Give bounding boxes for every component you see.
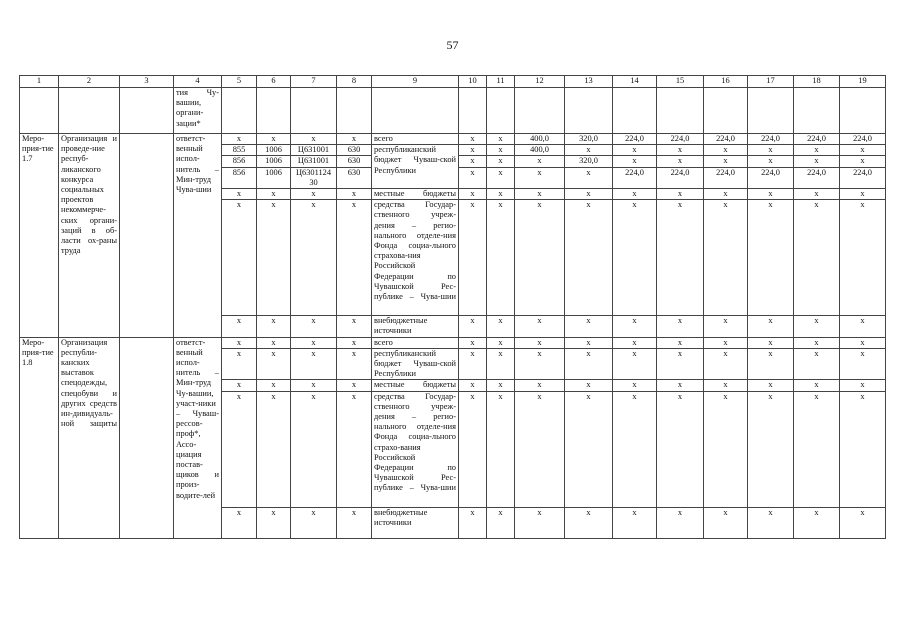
header-cell: 17 bbox=[748, 76, 794, 88]
value-cell: х bbox=[613, 380, 657, 391]
header-cell: 9 bbox=[372, 76, 459, 88]
continuation-row bbox=[20, 88, 886, 134]
value-cell: х bbox=[487, 156, 515, 167]
budget-table bbox=[19, 75, 886, 539]
value-cell: х bbox=[459, 189, 487, 200]
measure-executor: ответст-венный испол-нитель – Мин-труд Чува-шии bbox=[174, 134, 222, 338]
value-cell: х bbox=[487, 134, 515, 145]
budget-code-cell: х bbox=[291, 348, 337, 380]
value-cell: 320,0 bbox=[565, 156, 613, 167]
value-cell: х bbox=[748, 337, 794, 348]
value-cell: х bbox=[840, 145, 886, 156]
budget-code-cell: 855 bbox=[222, 145, 257, 156]
value-cell: х bbox=[487, 348, 515, 380]
empty-cell bbox=[257, 88, 291, 134]
budget-code-cell: х bbox=[291, 200, 337, 316]
value-cell: х bbox=[565, 167, 613, 188]
budget-code-cell: х bbox=[257, 380, 291, 391]
value-cell: 224,0 bbox=[794, 167, 840, 188]
value-cell: х bbox=[459, 167, 487, 188]
header-row bbox=[20, 76, 886, 88]
measure-title: Меро-прия-тие 1.8 bbox=[20, 337, 59, 538]
value-cell: х bbox=[565, 200, 613, 316]
funding-source: средства Государ-ственного учреж-дения – регио-нального отделе-ния Фонда социа-льного страхова-ния Российской Федерации по Чувашской Рес-публике – Чува-шии bbox=[372, 200, 459, 316]
value-cell: х bbox=[459, 380, 487, 391]
header-cell: 6 bbox=[257, 76, 291, 88]
value-cell: х bbox=[515, 391, 565, 507]
value-cell: х bbox=[565, 337, 613, 348]
empty-cell bbox=[59, 88, 120, 134]
budget-code-cell: х bbox=[291, 337, 337, 348]
value-cell: х bbox=[794, 156, 840, 167]
funding-source: всего bbox=[372, 134, 459, 145]
empty-cell bbox=[515, 88, 565, 134]
empty-cell bbox=[613, 88, 657, 134]
value-cell: х bbox=[487, 145, 515, 156]
value-cell: х bbox=[840, 348, 886, 380]
budget-code-cell: х bbox=[337, 337, 372, 348]
budget-code-cell: 630 bbox=[337, 145, 372, 156]
value-cell: х bbox=[704, 145, 748, 156]
header-cell: 2 bbox=[59, 76, 120, 88]
value-cell: х bbox=[613, 200, 657, 316]
value-cell: х bbox=[565, 507, 613, 538]
value-cell: х bbox=[657, 380, 704, 391]
value-cell: х bbox=[748, 348, 794, 380]
header-cell: 13 bbox=[565, 76, 613, 88]
header-cell: 18 bbox=[794, 76, 840, 88]
value-cell: х bbox=[794, 337, 840, 348]
value-cell: х bbox=[459, 145, 487, 156]
value-cell: х bbox=[704, 200, 748, 316]
value-cell: х bbox=[613, 316, 657, 337]
header-cell: 19 bbox=[840, 76, 886, 88]
value-cell: х bbox=[657, 391, 704, 507]
value-cell: х bbox=[487, 507, 515, 538]
empty-cell bbox=[20, 88, 59, 134]
value-cell: х bbox=[794, 348, 840, 380]
budget-code-cell: х bbox=[337, 316, 372, 337]
value-cell: х bbox=[794, 316, 840, 337]
header-cell: 16 bbox=[704, 76, 748, 88]
budget-code-cell: х bbox=[291, 391, 337, 507]
empty-cell bbox=[459, 88, 487, 134]
budget-code-cell: х bbox=[222, 134, 257, 145]
value-cell: х bbox=[515, 316, 565, 337]
budget-code-cell: Ц6301124 30 bbox=[291, 167, 337, 188]
empty-cell bbox=[337, 88, 372, 134]
executor-continuation: тия Чу-вашии, органи-зации* bbox=[174, 88, 222, 134]
value-cell: х bbox=[613, 145, 657, 156]
value-cell: х bbox=[794, 200, 840, 316]
header-cell: 10 bbox=[459, 76, 487, 88]
value-cell: х bbox=[840, 189, 886, 200]
value-cell: 224,0 bbox=[657, 134, 704, 145]
header-cell: 5 bbox=[222, 76, 257, 88]
measure-name: Организация республи-канских выставок спецодежды, спецобуви и других средств ин-дивидуаль-ной защиты bbox=[59, 337, 120, 538]
budget-code-cell: х bbox=[337, 134, 372, 145]
header-cell: 1 bbox=[20, 76, 59, 88]
empty-cell bbox=[840, 88, 886, 134]
value-cell: х bbox=[613, 337, 657, 348]
budget-code-cell: х bbox=[222, 380, 257, 391]
header-cell: 15 bbox=[657, 76, 704, 88]
empty-cell bbox=[657, 88, 704, 134]
value-cell: х bbox=[515, 156, 565, 167]
value-cell: 224,0 bbox=[840, 167, 886, 188]
value-cell: х bbox=[487, 189, 515, 200]
header-cell: 7 bbox=[291, 76, 337, 88]
value-cell: х bbox=[657, 316, 704, 337]
value-cell: 320,0 bbox=[565, 134, 613, 145]
empty-cell bbox=[794, 88, 840, 134]
value-cell: 400,0 bbox=[515, 134, 565, 145]
budget-code-cell: х bbox=[337, 189, 372, 200]
value-cell: х bbox=[840, 380, 886, 391]
value-cell: х bbox=[613, 507, 657, 538]
value-cell: х bbox=[840, 337, 886, 348]
value-cell: х bbox=[565, 380, 613, 391]
budget-code-cell: х bbox=[291, 134, 337, 145]
budget-code-cell: х bbox=[257, 507, 291, 538]
value-cell: х bbox=[515, 337, 565, 348]
value-cell: х bbox=[657, 507, 704, 538]
budget-code-cell: х bbox=[291, 316, 337, 337]
value-cell: х bbox=[748, 200, 794, 316]
funding-source: всего bbox=[372, 337, 459, 348]
value-cell: х bbox=[748, 316, 794, 337]
value-cell: х bbox=[459, 316, 487, 337]
value-cell: х bbox=[565, 348, 613, 380]
value-cell: х bbox=[840, 156, 886, 167]
value-cell: 224,0 bbox=[840, 134, 886, 145]
header-cell: 8 bbox=[337, 76, 372, 88]
value-cell: х bbox=[613, 189, 657, 200]
value-cell: х bbox=[657, 145, 704, 156]
value-cell: х bbox=[657, 189, 704, 200]
budget-code-cell: Ц631001 bbox=[291, 156, 337, 167]
budget-code-cell: 630 bbox=[337, 167, 372, 188]
value-cell: х bbox=[459, 348, 487, 380]
measure-title: Меро-прия-тие 1.7 bbox=[20, 134, 59, 338]
value-cell: 224,0 bbox=[748, 167, 794, 188]
value-cell: х bbox=[840, 316, 886, 337]
value-cell: х bbox=[565, 316, 613, 337]
budget-code-cell: 856 bbox=[222, 156, 257, 167]
value-cell: х bbox=[748, 189, 794, 200]
value-cell: х bbox=[704, 507, 748, 538]
value-cell: х bbox=[748, 145, 794, 156]
value-cell: х bbox=[487, 316, 515, 337]
value-cell: х bbox=[657, 200, 704, 316]
header-cell: 4 bbox=[174, 76, 222, 88]
value-cell: 224,0 bbox=[613, 134, 657, 145]
value-cell: х bbox=[487, 167, 515, 188]
measure-name: Организация и проведе-ние респуб-ликанского конкурса социальных проектов некоммерче-ских органи-заций в об-ласти ох-раны труда bbox=[59, 134, 120, 338]
value-cell: х bbox=[748, 156, 794, 167]
value-cell: х bbox=[515, 507, 565, 538]
empty-cell bbox=[222, 88, 257, 134]
value-cell: х bbox=[487, 200, 515, 316]
budget-code-cell: х bbox=[337, 391, 372, 507]
budget-code-cell: х bbox=[222, 200, 257, 316]
table-row bbox=[20, 134, 886, 145]
budget-code-cell: х bbox=[337, 380, 372, 391]
budget-code-cell: 1006 bbox=[257, 145, 291, 156]
value-cell: х bbox=[704, 189, 748, 200]
value-cell: х bbox=[657, 156, 704, 167]
budget-code-cell: х bbox=[222, 348, 257, 380]
header-cell: 11 bbox=[487, 76, 515, 88]
value-cell: х bbox=[794, 391, 840, 507]
funding-source: внебюджетные источники bbox=[372, 316, 459, 337]
empty-cell bbox=[120, 134, 174, 338]
value-cell: х bbox=[704, 316, 748, 337]
value-cell: х bbox=[748, 380, 794, 391]
empty-cell bbox=[120, 88, 174, 134]
budget-code-cell: Ц631001 bbox=[291, 145, 337, 156]
value-cell: х bbox=[794, 380, 840, 391]
budget-code-cell: 856 bbox=[222, 167, 257, 188]
budget-code-cell: х bbox=[257, 316, 291, 337]
value-cell: х bbox=[459, 391, 487, 507]
value-cell: 224,0 bbox=[748, 134, 794, 145]
value-cell: 224,0 bbox=[613, 167, 657, 188]
empty-cell bbox=[120, 337, 174, 538]
empty-cell bbox=[372, 88, 459, 134]
header-cell: 12 bbox=[515, 76, 565, 88]
budget-code-cell: х bbox=[337, 507, 372, 538]
empty-cell bbox=[748, 88, 794, 134]
value-cell: х bbox=[487, 391, 515, 507]
budget-code-cell: х bbox=[337, 348, 372, 380]
table-row bbox=[20, 337, 886, 348]
value-cell: х bbox=[459, 156, 487, 167]
value-cell: х bbox=[459, 200, 487, 316]
empty-cell bbox=[565, 88, 613, 134]
value-cell: х bbox=[748, 391, 794, 507]
budget-code-cell: 630 bbox=[337, 156, 372, 167]
value-cell: х bbox=[613, 391, 657, 507]
value-cell: х bbox=[515, 380, 565, 391]
value-cell: х bbox=[704, 391, 748, 507]
value-cell: х bbox=[565, 189, 613, 200]
funding-source: местные бюджеты bbox=[372, 380, 459, 391]
empty-cell bbox=[291, 88, 337, 134]
budget-code-cell: х bbox=[291, 189, 337, 200]
value-cell: 224,0 bbox=[657, 167, 704, 188]
budget-code-cell: х bbox=[257, 348, 291, 380]
value-cell: 400,0 bbox=[515, 145, 565, 156]
budget-code-cell: 1006 bbox=[257, 156, 291, 167]
header-cell: 14 bbox=[613, 76, 657, 88]
funding-source: республиканский бюджет Чуваш-ской Республики bbox=[372, 348, 459, 380]
funding-source: республиканский бюджет Чуваш-ской Республики bbox=[372, 145, 459, 189]
budget-code-cell: х bbox=[222, 507, 257, 538]
budget-code-cell: х bbox=[222, 189, 257, 200]
page-number: 57 bbox=[446, 38, 459, 52]
value-cell: х bbox=[487, 380, 515, 391]
budget-code-cell: х bbox=[222, 337, 257, 348]
budget-code-cell: х bbox=[222, 391, 257, 507]
empty-cell bbox=[704, 88, 748, 134]
value-cell: х bbox=[657, 337, 704, 348]
budget-code-cell: х bbox=[257, 189, 291, 200]
value-cell: х bbox=[840, 391, 886, 507]
budget-code-cell: х bbox=[257, 134, 291, 145]
value-cell: х bbox=[613, 156, 657, 167]
value-cell: х bbox=[794, 507, 840, 538]
empty-cell bbox=[487, 88, 515, 134]
value-cell: х bbox=[613, 348, 657, 380]
funding-source: местные бюджеты bbox=[372, 189, 459, 200]
value-cell: х bbox=[840, 507, 886, 538]
value-cell: х bbox=[459, 507, 487, 538]
budget-code-cell: х bbox=[257, 200, 291, 316]
budget-code-cell: х bbox=[337, 200, 372, 316]
value-cell: х bbox=[515, 189, 565, 200]
value-cell: х bbox=[487, 337, 515, 348]
value-cell: х bbox=[794, 189, 840, 200]
value-cell: х bbox=[459, 134, 487, 145]
value-cell: 224,0 bbox=[704, 167, 748, 188]
value-cell: х bbox=[704, 380, 748, 391]
funding-source: средства Государ-ственного учреж-дения – регио-нального отделе-ния Фонда социа-льного страхо-вания Российской Федерации по Чувашской Рес-публике – Чува-шии bbox=[372, 391, 459, 507]
value-cell: х bbox=[840, 200, 886, 316]
budget-code-cell: х bbox=[257, 391, 291, 507]
value-cell: х bbox=[704, 337, 748, 348]
value-cell: х bbox=[459, 337, 487, 348]
value-cell: х bbox=[515, 348, 565, 380]
value-cell: х bbox=[515, 167, 565, 188]
value-cell: 224,0 bbox=[704, 134, 748, 145]
value-cell: х bbox=[515, 200, 565, 316]
budget-code-cell: х bbox=[257, 337, 291, 348]
funding-source: внебюджетные источники bbox=[372, 507, 459, 538]
value-cell: х bbox=[794, 145, 840, 156]
measure-executor: ответст-венный испол-нитель – Мин-труд Чу-вашии, участ-ники – Чуваш-рессов-проф*, Ассо-циация постав-щиков и произ-водите-лей bbox=[174, 337, 222, 538]
value-cell: х bbox=[704, 348, 748, 380]
budget-code-cell: х bbox=[291, 507, 337, 538]
budget-code-cell: х bbox=[291, 380, 337, 391]
value-cell: х bbox=[565, 391, 613, 507]
value-cell: х bbox=[748, 507, 794, 538]
value-cell: х bbox=[565, 145, 613, 156]
value-cell: х bbox=[657, 348, 704, 380]
value-cell: х bbox=[704, 156, 748, 167]
budget-code-cell: 1006 bbox=[257, 167, 291, 188]
budget-code-cell: х bbox=[222, 316, 257, 337]
value-cell: 224,0 bbox=[794, 134, 840, 145]
header-cell: 3 bbox=[120, 76, 174, 88]
